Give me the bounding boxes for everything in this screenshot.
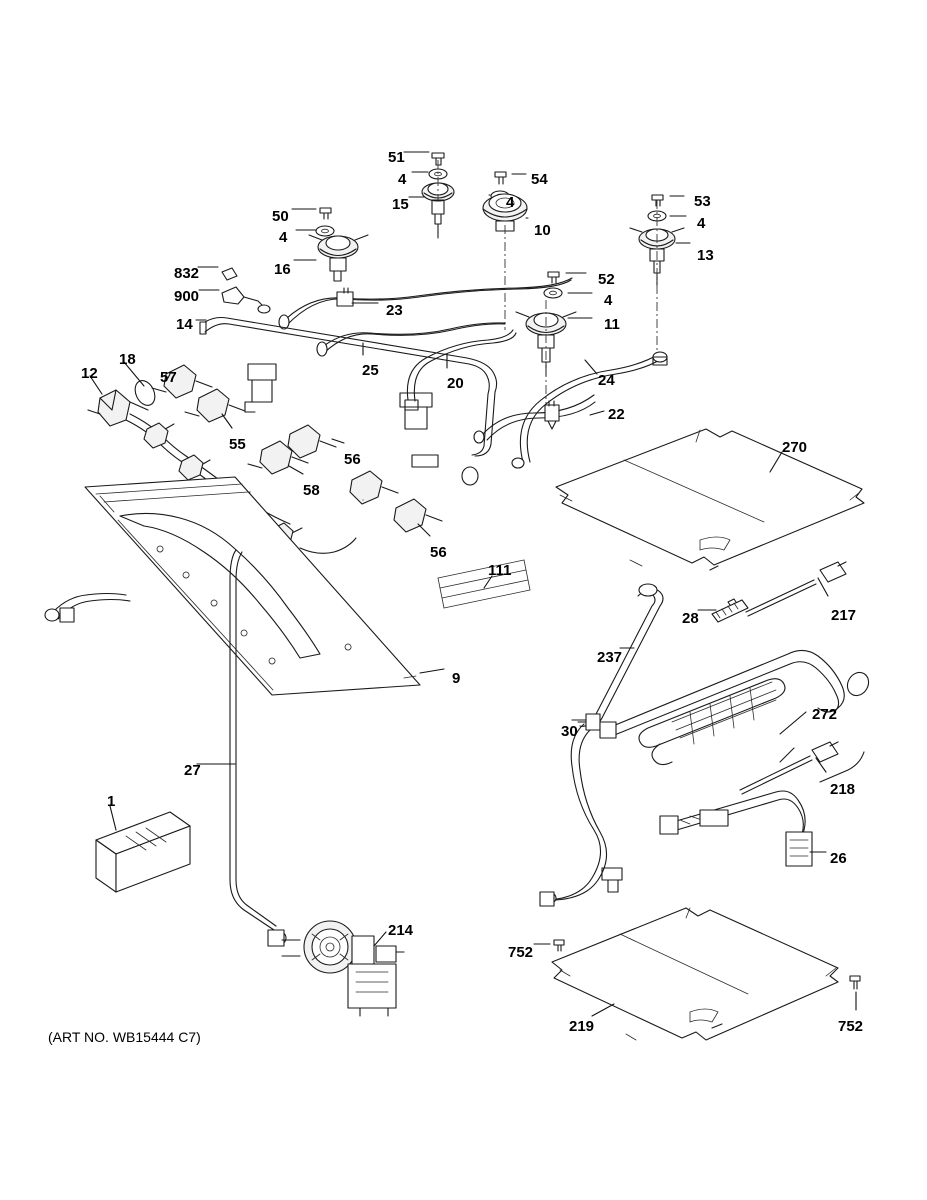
callout-14: 14 bbox=[176, 316, 193, 333]
callout-58: 58 bbox=[303, 482, 320, 499]
clip-832 bbox=[222, 268, 237, 280]
screw-752-b bbox=[850, 976, 860, 989]
callout-10: 10 bbox=[534, 222, 551, 239]
screw-752-a bbox=[554, 940, 564, 951]
callout-4-d: 4 bbox=[279, 229, 288, 246]
callout-26: 26 bbox=[830, 850, 847, 867]
tube-30-lower bbox=[540, 724, 622, 906]
valve-16 bbox=[309, 235, 368, 281]
callout-52: 52 bbox=[598, 271, 615, 288]
orifice-26 bbox=[660, 791, 812, 866]
callout-217: 217 bbox=[831, 607, 857, 624]
callout-57: 57 bbox=[160, 369, 177, 386]
art-number-label: (ART NO. WB15444 C7) bbox=[48, 1029, 201, 1045]
callout-54: 54 bbox=[531, 171, 548, 188]
callout-111: 111 bbox=[488, 562, 512, 579]
bracket-900 bbox=[222, 287, 270, 313]
heat-shield-219 bbox=[552, 908, 838, 1040]
valve-assembly-214 bbox=[282, 921, 404, 1016]
screw-54 bbox=[495, 172, 506, 184]
callout-18: 18 bbox=[119, 351, 136, 368]
screw-50 bbox=[320, 208, 331, 219]
callout-752-a: 752 bbox=[508, 944, 534, 961]
callout-22: 22 bbox=[608, 406, 625, 423]
callout-20: 20 bbox=[447, 375, 464, 392]
callout-11: 11 bbox=[604, 316, 620, 333]
valve-56-b bbox=[350, 471, 398, 504]
valve-15 bbox=[422, 183, 454, 238]
callout-25: 25 bbox=[362, 362, 379, 379]
valve-56-c bbox=[394, 499, 442, 532]
valve-55 bbox=[185, 389, 245, 422]
part-1-box bbox=[96, 812, 190, 892]
callout-13: 13 bbox=[697, 247, 714, 264]
callout-53: 53 bbox=[694, 193, 711, 210]
callout-4-e: 4 bbox=[604, 292, 613, 309]
callout-237: 237 bbox=[597, 649, 623, 666]
callout-23: 23 bbox=[386, 302, 403, 319]
igniter-28 bbox=[712, 599, 748, 622]
callout-56-b: 56 bbox=[430, 544, 447, 561]
callout-27: 27 bbox=[184, 762, 201, 779]
callout-12: 12 bbox=[81, 365, 98, 382]
callout-214: 214 bbox=[388, 922, 414, 939]
rack-111 bbox=[438, 560, 530, 608]
callout-4-a: 4 bbox=[398, 171, 407, 188]
valve-56-a bbox=[288, 425, 336, 458]
callout-55: 55 bbox=[229, 436, 246, 453]
callout-56-a: 56 bbox=[344, 451, 361, 468]
callout-9: 9 bbox=[452, 670, 461, 687]
callout-900: 900 bbox=[174, 288, 200, 305]
burner-panel-9 bbox=[45, 477, 420, 695]
callout-30: 30 bbox=[561, 723, 578, 740]
callout-28: 28 bbox=[682, 610, 699, 627]
callout-16: 16 bbox=[274, 261, 291, 278]
callout-1: 1 bbox=[107, 793, 116, 810]
callout-270: 270 bbox=[782, 439, 808, 456]
washer-4-e bbox=[544, 288, 562, 298]
callout-272: 272 bbox=[812, 706, 838, 723]
screw-52 bbox=[548, 272, 559, 283]
callout-15: 15 bbox=[392, 196, 409, 213]
callout-4-b: 4 bbox=[506, 194, 515, 211]
screw-53 bbox=[652, 195, 663, 206]
callout-50: 50 bbox=[272, 208, 289, 225]
callout-219: 219 bbox=[569, 1018, 595, 1035]
callout-832: 832 bbox=[174, 265, 200, 282]
washer-4-d bbox=[316, 226, 334, 236]
callout-24: 24 bbox=[598, 372, 615, 389]
heat-shield-270 bbox=[556, 429, 864, 570]
callout-51: 51 bbox=[388, 149, 405, 166]
callout-4-c: 4 bbox=[697, 215, 706, 232]
callout-752-b: 752 bbox=[838, 1018, 864, 1035]
callout-218: 218 bbox=[830, 781, 856, 798]
